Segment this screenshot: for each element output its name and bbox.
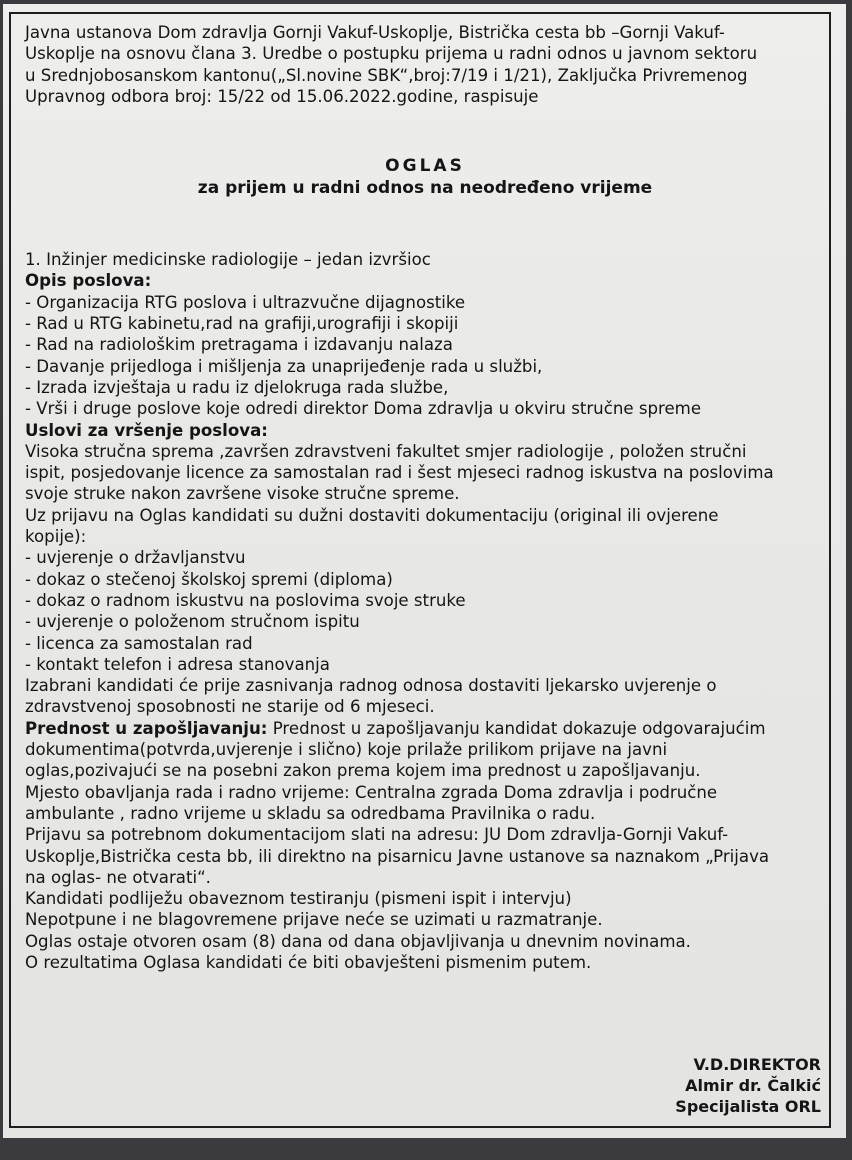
closing-paragraph bbox=[25, 782, 825, 974]
job-ad-body bbox=[25, 22, 825, 973]
duties-heading: Opis poslova: bbox=[25, 271, 152, 291]
medical-line: Izabrani kandidati će prije zasnivanja radnog odnosa dostaviti ljekarsko uvjerenje o bbox=[25, 676, 717, 696]
priority-first-rest: Prednost u zapošljavanju kandidat dokazuje odgovarajućim bbox=[267, 718, 766, 738]
closing-line: O rezultatima Oglasa kandidati će biti obavješteni pismenim putem. bbox=[25, 952, 592, 972]
ad-title: OGLAS bbox=[385, 156, 465, 177]
closing-line: Nepotpune i ne blagovremene prijave neće se uzimati u razmatranje. bbox=[25, 910, 603, 930]
newspaper-page bbox=[3, 4, 846, 1138]
conditions-heading: Uslovi za vršenje poslova: bbox=[25, 420, 268, 440]
duty-item: - Organizacija RTG poslova i ultrazvučne dijagnostike bbox=[25, 292, 466, 312]
job-ad-frame bbox=[9, 12, 831, 1128]
signature-name: Almir dr. Čalkić bbox=[685, 1076, 821, 1095]
document-item: - kontakt telefon i adresa stanovanja bbox=[25, 654, 330, 674]
closing-line: Oglas ostaje otvoren osam (8) dana od dana objavljivanja u dnevnim novinama. bbox=[25, 931, 691, 951]
closing-line: Mjesto obavljanja rada i radno vrijeme: Centralna zgrada Doma zdravlja i područne bbox=[25, 782, 718, 802]
conditions-line: kopije): bbox=[25, 527, 87, 547]
priority-label: Prednost u zapošljavanju: bbox=[25, 718, 268, 738]
duty-item: - Vrši i druge poslove koje odredi direktor Doma zdravlja u okviru stručne spreme bbox=[25, 399, 702, 419]
medical-line: zdravstvenoj sposobnosti ne starije od 6 mjeseci. bbox=[25, 697, 435, 717]
signature-block bbox=[675, 1054, 821, 1117]
documents-list bbox=[25, 547, 825, 675]
closing-line: na oglas- ne otvarati“. bbox=[25, 867, 211, 887]
duty-item: - Rad u RTG kabinetu,rad na grafiji,urografiji i skopiji bbox=[25, 314, 459, 334]
document-item: - uvjerenje o državljanstvu bbox=[25, 548, 246, 568]
conditions-line: ispit, posjedovanje licence za samostalan rad i šest mjeseci radnog iskustva na poslovima bbox=[25, 463, 774, 483]
intro-paragraph bbox=[25, 22, 825, 107]
position-title bbox=[25, 249, 825, 270]
conditions-line: svoje struke nakon završene visoke stručne spreme. bbox=[25, 484, 460, 504]
intro-line: Javna ustanova Dom zdravlja Gornji Vakuf-Uskoplje, Bistrička cesta bb –Gornji Vakuf- bbox=[25, 23, 725, 42]
document-item: - uvjerenje o položenom stručnom ispitu bbox=[25, 612, 360, 632]
closing-line: Uskoplje,Bistrička cesta bb, ili direktno na pisarnicu Javne ustanove sa naznakom „Prijava bbox=[25, 846, 770, 866]
priority-paragraph bbox=[25, 718, 825, 782]
bottom-dark-strip bbox=[0, 1140, 852, 1160]
signature-title: V.D.DIREKTOR bbox=[693, 1055, 821, 1074]
priority-line: oglas,pozivajući se na posebni zakon prema kojem ima prednost u zapošljavanju. bbox=[25, 761, 701, 781]
signature-specialty: Specijalista ORL bbox=[675, 1097, 821, 1116]
medical-paragraph bbox=[25, 675, 825, 718]
closing-line: ambulante , radno vrijeme u skladu sa odredbama Pravilnika o radu. bbox=[25, 803, 596, 823]
intro-line: Upravnog odbora broj: 15/22 od 15.06.2022.godine, raspisuje bbox=[25, 86, 539, 106]
document-item: - dokaz o radnom iskustvu na poslovima svoje struke bbox=[25, 590, 466, 610]
intro-line: Uskoplje na osnovu člana 3. Uredbe o postupku prijema u radni odnos u javnom sektoru bbox=[25, 44, 758, 64]
priority-first-line bbox=[25, 718, 825, 739]
ad-title-block bbox=[25, 155, 825, 199]
ad-subtitle: za prijem u radni odnos na neodređeno vrijeme bbox=[197, 178, 653, 199]
duty-item: - Rad na radiološkim pretragama i izdavanju nalaza bbox=[25, 335, 453, 355]
intro-line: u Srednjobosanskom kantonu(„Sl.novine SBK“,broj:7/19 i 1/21), Zaključka Privremenog bbox=[25, 65, 748, 85]
duty-item: - Izrada izvještaja u radu iz djelokruga rada službe, bbox=[25, 377, 449, 397]
closing-line: Prijavu sa potrebnom dokumentacijom slati na adresu: JU Dom zdravlja-Gornji Vakuf- bbox=[25, 825, 729, 845]
position-line: 1. Inžinjer medicinske radiologije – jedan izvršioc bbox=[25, 250, 431, 270]
document-item: - dokaz o stečenoj školskoj spremi (diploma) bbox=[25, 569, 393, 589]
duty-item: - Davanje prijedloga i mišljenja za unaprijeđenje rada u službi, bbox=[25, 356, 543, 376]
duties-list bbox=[25, 292, 825, 420]
conditions-line: Uz prijavu na Oglas kandidati su dužni dostaviti dokumentaciju (original ili ovjerene bbox=[25, 505, 719, 525]
conditions-paragraph bbox=[25, 441, 825, 547]
priority-line: dokumentima(potvrda,uvjerenje i slično) koje prilaže prilikom prijave na javni bbox=[25, 740, 668, 760]
closing-line: Kandidati podliježu obaveznom testiranju (pismeni ispit i intervju) bbox=[25, 889, 572, 909]
conditions-line: Visoka stručna sprema ,završen zdravstveni fakultet smjer radiologije , položen stručni bbox=[25, 441, 747, 461]
document-item: - licenca za samostalan rad bbox=[25, 633, 253, 653]
